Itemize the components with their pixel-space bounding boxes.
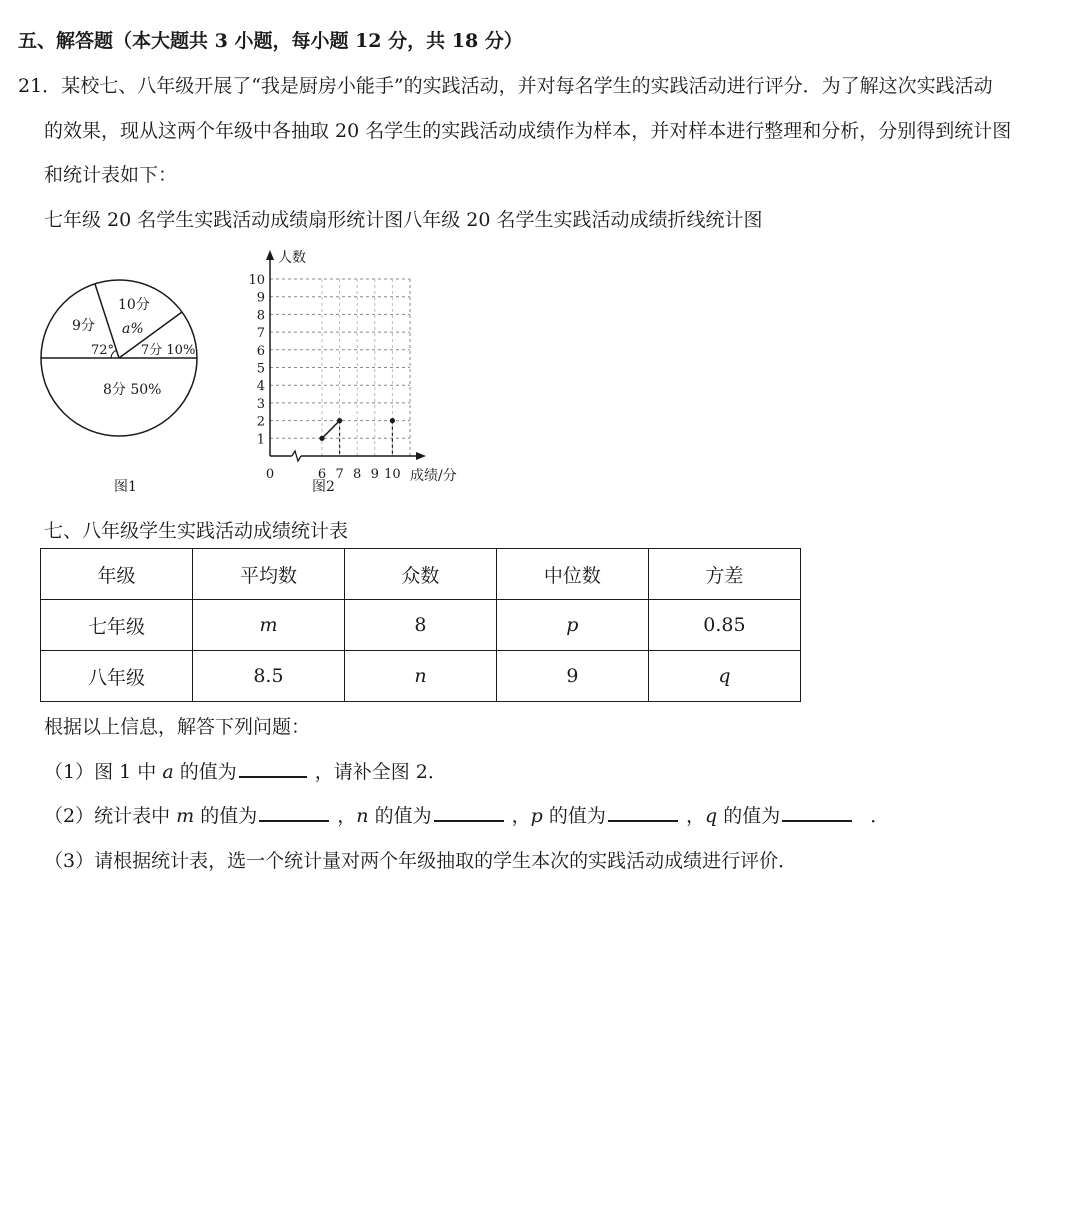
header-cell: 方差 — [648, 549, 800, 600]
table-cell: 0.85 — [648, 600, 800, 651]
problem-line-2: 的效果，现从这两个年级中各抽取 20 名学生的实践活动成绩作为样本，并对样本进行整理和分析，分别得到统计图 — [44, 120, 1012, 142]
answer-blank-a[interactable] — [239, 762, 307, 778]
x-tick-label: 7 — [335, 467, 344, 482]
y-tick-label: 6 — [256, 343, 265, 359]
chart-captions: 七年级 20 名学生实践活动成绩扇形统计图八年级 20 名学生实践活动成绩折线统计图 — [44, 209, 763, 231]
y-tick-label: 4 — [256, 379, 265, 395]
header-cell: 平均数 — [192, 549, 344, 600]
q2-text-b: 的值为 — [374, 805, 432, 827]
x-tick-label: 6 — [317, 467, 327, 482]
pie-label-9: 9分 — [72, 318, 95, 334]
y-tick-label: 2 — [256, 414, 265, 430]
answer-blank-q[interactable] — [782, 806, 852, 822]
table-row — [41, 651, 801, 702]
data-point — [337, 418, 342, 423]
origin-label: 0 — [265, 467, 275, 482]
q1-text: （1）图 1 中 — [44, 761, 157, 783]
table-cell: p — [496, 600, 648, 651]
line-chart — [240, 244, 480, 500]
pie-label-10: 10分 — [118, 297, 150, 313]
questions-intro: 根据以上信息，解答下列问题： — [44, 716, 311, 738]
table-cell: 8.5 — [192, 651, 344, 702]
problem-text-1: 某校七、八年级开展了“我是厨房小能手”的实践活动，并对每名学生的实践活动进行评分．为了解这次实践活动 — [61, 75, 993, 97]
question-3: （3）请根据统计表，选一个统计量对两个年级抽取的学生本次的实践活动成绩进行评价． — [44, 850, 798, 872]
x-tick-label: 9 — [370, 467, 379, 482]
table-caption: 七、八年级学生实践活动成绩统计表 — [44, 520, 349, 542]
x-axis-label: 成绩/分 — [410, 468, 457, 484]
pie-label-a: a% — [122, 321, 144, 337]
data-point — [390, 418, 395, 423]
q2-var-m: m — [176, 805, 195, 827]
q2-var-q: q — [704, 805, 718, 827]
y-tick-label: 7 — [256, 326, 265, 342]
q1-text-b: 的值为 — [179, 761, 237, 783]
table-cell: 八年级 — [41, 651, 193, 702]
answer-blank-n[interactable] — [434, 806, 504, 822]
q1-var: a — [162, 761, 174, 783]
answer-blank-m[interactable] — [259, 806, 329, 822]
q2-end: ． — [870, 805, 890, 827]
header-cell: 众数 — [344, 549, 496, 600]
q1-text-c: ，请补全图 2． — [314, 761, 447, 783]
problem-line-1 — [18, 71, 993, 98]
table-cell: 8 — [344, 600, 496, 651]
table-cell: 七年级 — [41, 600, 193, 651]
x-axis-arrow — [416, 452, 426, 460]
q2-sep: ， — [511, 805, 531, 827]
y-tick-label: 10 — [248, 273, 265, 288]
question-2 — [44, 801, 889, 828]
section-title: 五、解答题（本大题共 3 小题，每小题 12 分，共 18 分） — [18, 30, 523, 52]
q2-text-b: 的值为 — [548, 805, 606, 827]
y-axis-label: 人数 — [278, 250, 306, 266]
pie-label-72: 72° — [91, 343, 115, 358]
table-header-row — [41, 549, 801, 600]
q2-text-b: 的值为 — [723, 805, 781, 827]
x-tick-label: 10 — [384, 467, 401, 482]
header-cell: 中位数 — [496, 549, 648, 600]
y-axis-arrow — [266, 250, 274, 260]
y-tick-label: 9 — [256, 290, 265, 306]
y-tick-label: 1 — [256, 432, 265, 448]
q2-text-b: 的值为 — [200, 805, 258, 827]
table-cell: q — [648, 651, 800, 702]
y-tick-label: 8 — [256, 308, 265, 324]
table-cell: 9 — [496, 651, 648, 702]
figure-label-2: 图2 — [312, 479, 335, 495]
x-tick-label: 8 — [353, 467, 362, 482]
question-1 — [44, 757, 447, 784]
axis-break — [292, 451, 301, 461]
stat-table — [40, 548, 801, 702]
figure-label-1: 图1 — [114, 479, 137, 495]
y-tick-label: 5 — [256, 361, 265, 377]
header-cell: 年级 — [41, 549, 193, 600]
data-point — [319, 436, 324, 441]
answer-blank-p[interactable] — [608, 806, 678, 822]
problem-line-3: 和统计表如下： — [44, 164, 178, 186]
y-tick-label: 3 — [256, 396, 265, 412]
pie-label-8: 8分 50% — [103, 382, 162, 398]
table-row — [41, 600, 801, 651]
q2-var-n: n — [356, 805, 369, 827]
table-cell: n — [344, 651, 496, 702]
q2-sep: ， — [685, 805, 705, 827]
q2-text: （2）统计表中 — [44, 805, 171, 827]
series-line — [322, 421, 340, 439]
problem-number: 21． — [18, 75, 62, 97]
table-cell: m — [192, 600, 344, 651]
pie-chart — [30, 270, 220, 500]
q2-var-p: p — [530, 805, 543, 827]
q2-sep: ， — [337, 805, 357, 827]
pie-label-7: 7分 10% — [141, 343, 196, 358]
